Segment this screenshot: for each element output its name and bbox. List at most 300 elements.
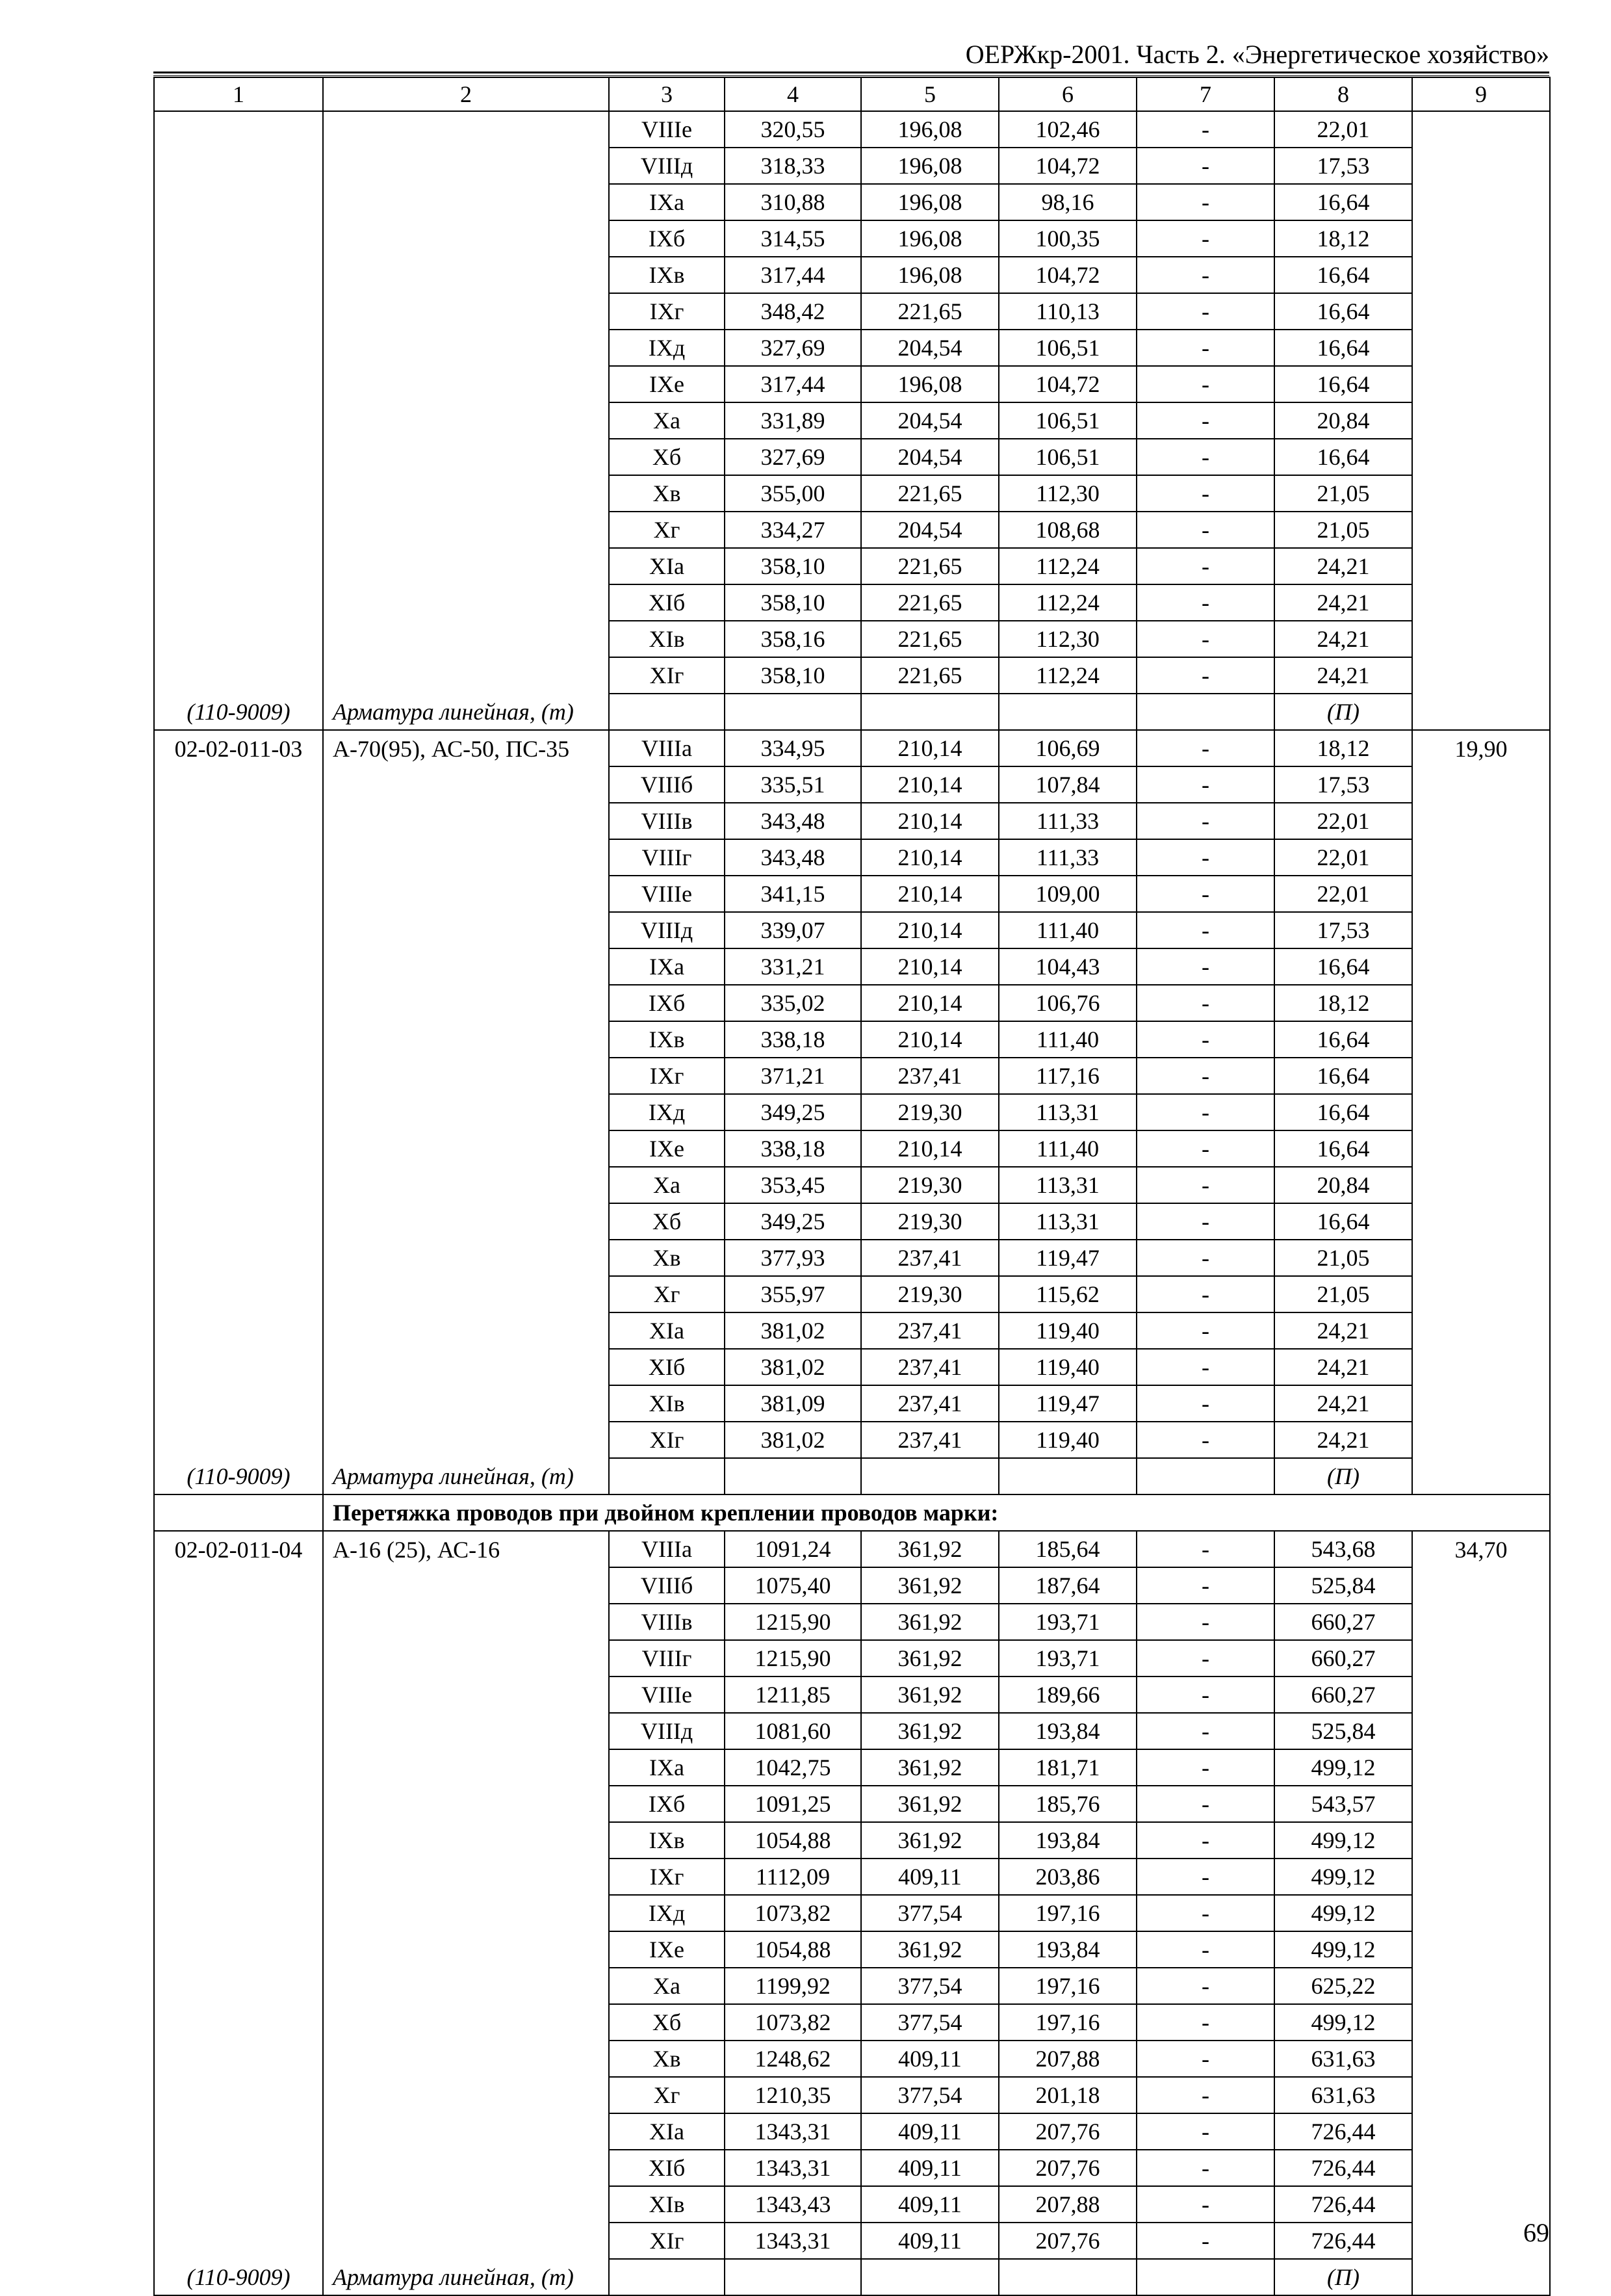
- table-cell: Xб: [609, 1203, 725, 1240]
- table-cell: 112,24: [999, 548, 1137, 584]
- table-cell: XIа: [609, 2113, 725, 2150]
- table-cell: 314,55: [725, 220, 861, 257]
- table-cell: -: [1137, 1058, 1274, 1094]
- rate-code: [154, 2186, 323, 2223]
- table-cell: IXв: [609, 257, 725, 293]
- rate-code: [154, 148, 323, 184]
- table-cell: -: [1137, 1567, 1274, 1604]
- table-cell: 24,21: [1274, 1422, 1412, 1458]
- table-cell: 196,08: [861, 184, 999, 220]
- table-cell: -: [1137, 2041, 1274, 2077]
- rate-name: [323, 839, 609, 876]
- table-cell: 1343,31: [725, 2150, 861, 2186]
- table-cell: -: [1137, 766, 1274, 803]
- table-cell: IXе: [609, 366, 725, 402]
- table-cell: VIIIд: [609, 912, 725, 948]
- empty-cell: [609, 2259, 725, 2295]
- rate-col9: [1412, 330, 1550, 366]
- rate-col9: [1412, 1349, 1550, 1385]
- table-cell: 499,12: [1274, 2004, 1412, 2041]
- rate-name: [323, 148, 609, 184]
- rate-name: [323, 1859, 609, 1895]
- table-cell: IXд: [609, 330, 725, 366]
- table-cell: 104,72: [999, 257, 1137, 293]
- table-cell: 201,18: [999, 2077, 1137, 2113]
- rate-code: [154, 1422, 323, 1458]
- table-cell: 335,02: [725, 985, 861, 1021]
- table-cell: VIIIг: [609, 1640, 725, 1676]
- table-cell: 106,51: [999, 402, 1137, 439]
- table-cell: VIIIе: [609, 111, 725, 148]
- table-row: [154, 657, 1550, 694]
- table-cell: 210,14: [861, 839, 999, 876]
- rate-name: [323, 512, 609, 548]
- table-cell: VIIIд: [609, 148, 725, 184]
- table-cell: 237,41: [861, 1312, 999, 1349]
- rate-col9: [1412, 1422, 1550, 1458]
- table-cell: 210,14: [861, 766, 999, 803]
- table-cell: 111,40: [999, 912, 1137, 948]
- table-cell: 361,92: [861, 1676, 999, 1713]
- table-cell: 221,65: [861, 475, 999, 512]
- rate-code: [154, 2041, 323, 2077]
- table-cell: VIIIе: [609, 876, 725, 912]
- table-cell: 409,11: [861, 2186, 999, 2223]
- rate-col9: [1412, 839, 1550, 876]
- table-row: [154, 1531, 1550, 1567]
- rate-col9: [1412, 1749, 1550, 1786]
- table-cell: 221,65: [861, 548, 999, 584]
- rate-code: [154, 1749, 323, 1786]
- table-cell: 112,30: [999, 621, 1137, 657]
- table-row: [154, 1895, 1550, 1931]
- rate-name: [323, 1713, 609, 1749]
- table-cell: IXб: [609, 1786, 725, 1822]
- table-cell: 16,64: [1274, 293, 1412, 330]
- table-cell: 543,68: [1274, 1531, 1412, 1567]
- table-cell: 197,16: [999, 2004, 1137, 2041]
- table-cell: 24,21: [1274, 657, 1412, 694]
- table-cell: 1091,24: [725, 1531, 861, 1567]
- table-cell: 377,54: [861, 2004, 999, 2041]
- table-cell: 358,10: [725, 548, 861, 584]
- table-cell: 119,40: [999, 1312, 1137, 1349]
- table-cell: XIг: [609, 657, 725, 694]
- rate-name: [323, 402, 609, 439]
- rate-col9: [1412, 985, 1550, 1021]
- table-cell: 16,64: [1274, 257, 1412, 293]
- empty-cell: [1137, 694, 1274, 730]
- table-cell: -: [1137, 1312, 1274, 1349]
- table-cell: -: [1137, 439, 1274, 475]
- table-cell: VIIIа: [609, 730, 725, 766]
- table-cell: 1343,31: [725, 2113, 861, 2150]
- table-row: [154, 839, 1550, 876]
- rate-name: [323, 1203, 609, 1240]
- rate-name: [323, 2186, 609, 2223]
- rate-name: [323, 1094, 609, 1130]
- empty-cell: [1412, 694, 1550, 730]
- rate-code: [154, 330, 323, 366]
- rate-col9: [1412, 220, 1550, 257]
- table-cell: 106,76: [999, 985, 1137, 1021]
- table-cell: 334,95: [725, 730, 861, 766]
- table-cell: 104,43: [999, 948, 1137, 985]
- rate-name: [323, 2041, 609, 2077]
- table-cell: -: [1137, 111, 1274, 148]
- table-cell: XIб: [609, 1349, 725, 1385]
- table-row: [154, 402, 1550, 439]
- table-cell: 317,44: [725, 366, 861, 402]
- table-cell: 185,76: [999, 1786, 1137, 1822]
- table-cell: -: [1137, 475, 1274, 512]
- table-row: [154, 439, 1550, 475]
- table-cell: 210,14: [861, 730, 999, 766]
- table-cell: 1211,85: [725, 1676, 861, 1713]
- rate-col9: [1412, 366, 1550, 402]
- column-number: 2: [323, 77, 609, 111]
- table-cell: 338,18: [725, 1021, 861, 1058]
- column-number: 1: [154, 77, 323, 111]
- table-cell: XIв: [609, 1385, 725, 1422]
- table-row: [154, 330, 1550, 366]
- table-cell: 221,65: [861, 621, 999, 657]
- rate-name: [323, 1422, 609, 1458]
- rate-col9: [1412, 512, 1550, 548]
- rate-name: [323, 876, 609, 912]
- rate-name: [323, 111, 609, 148]
- rate-name: [323, 1058, 609, 1094]
- table-cell: -: [1137, 1240, 1274, 1276]
- table-cell: Xб: [609, 439, 725, 475]
- rate-col9: [1412, 1822, 1550, 1859]
- table-cell: -: [1137, 1604, 1274, 1640]
- table-cell: IXб: [609, 220, 725, 257]
- table-cell: 320,55: [725, 111, 861, 148]
- rate-name: [323, 293, 609, 330]
- rate-col9: [1412, 657, 1550, 694]
- rate-col9: [1412, 1713, 1550, 1749]
- rate-name: [323, 1240, 609, 1276]
- table-cell: 204,54: [861, 402, 999, 439]
- rate-col9: [1412, 1203, 1550, 1240]
- table-cell: 339,07: [725, 912, 861, 948]
- rate-col9: [1412, 475, 1550, 512]
- table-cell: VIIIв: [609, 803, 725, 839]
- table-cell: IXе: [609, 1931, 725, 1968]
- rate-code: [154, 1968, 323, 2004]
- rate-col9: [1412, 912, 1550, 948]
- table-row: [154, 1203, 1550, 1240]
- table-cell: 210,14: [861, 1021, 999, 1058]
- table-cell: 377,54: [861, 1895, 999, 1931]
- table-cell: 197,16: [999, 1895, 1137, 1931]
- table-cell: 106,69: [999, 730, 1137, 766]
- table-cell: 24,21: [1274, 1385, 1412, 1422]
- rate-code: [154, 2077, 323, 2113]
- table-cell: 361,92: [861, 1604, 999, 1640]
- rate-col9: [1412, 2041, 1550, 2077]
- table-row: [154, 912, 1550, 948]
- rate-name: [323, 2150, 609, 2186]
- rate-code: [154, 1676, 323, 1713]
- table-row: [154, 1640, 1550, 1676]
- table-cell: 726,44: [1274, 2186, 1412, 2223]
- rate-code: [154, 1931, 323, 1968]
- table-cell: 381,02: [725, 1312, 861, 1349]
- table-cell: IXа: [609, 1749, 725, 1786]
- rate-code: [154, 1349, 323, 1385]
- table-cell: 100,35: [999, 220, 1137, 257]
- table-cell: 237,41: [861, 1349, 999, 1385]
- table-cell: 16,64: [1274, 1094, 1412, 1130]
- rates-table-body: [154, 77, 1550, 2295]
- rate-col9: [1412, 148, 1550, 184]
- table-cell: 204,54: [861, 330, 999, 366]
- table-cell: 361,92: [861, 1822, 999, 1859]
- rate-code: [154, 402, 323, 439]
- table-cell: 196,08: [861, 220, 999, 257]
- table-cell: 193,71: [999, 1640, 1137, 1676]
- table-cell: 343,48: [725, 803, 861, 839]
- rate-name: [323, 1822, 609, 1859]
- table-cell: 113,31: [999, 1203, 1137, 1240]
- table-row: [154, 1312, 1550, 1349]
- table-cell: 1215,90: [725, 1604, 861, 1640]
- rate-code: [154, 985, 323, 1021]
- table-cell: 104,72: [999, 366, 1137, 402]
- table-row: [154, 1968, 1550, 2004]
- rate-code: [154, 1822, 323, 1859]
- rate-name: [323, 1968, 609, 2004]
- table-row: [154, 1276, 1550, 1312]
- resource-code: (110-9009): [154, 2259, 323, 2295]
- table-cell: 361,92: [861, 1786, 999, 1822]
- table-cell: 625,22: [1274, 1968, 1412, 2004]
- table-row: [154, 1604, 1550, 1640]
- table-cell: 353,45: [725, 1167, 861, 1203]
- table-cell: 525,84: [1274, 1567, 1412, 1604]
- rate-name: [323, 475, 609, 512]
- table-cell: 181,71: [999, 1749, 1137, 1786]
- table-cell: -: [1137, 148, 1274, 184]
- table-cell: Xг: [609, 2077, 725, 2113]
- rate-name: [323, 2113, 609, 2150]
- table-cell: 119,47: [999, 1240, 1137, 1276]
- rate-code: [154, 1640, 323, 1676]
- table-cell: IXе: [609, 1130, 725, 1167]
- rate-code: [154, 184, 323, 220]
- table-cell: -: [1137, 1021, 1274, 1058]
- rate-name: [323, 2223, 609, 2259]
- table-row: [154, 184, 1550, 220]
- rate-col9: [1412, 1276, 1550, 1312]
- table-cell: 631,63: [1274, 2077, 1412, 2113]
- rate-code: [154, 2150, 323, 2186]
- table-cell: 219,30: [861, 1276, 999, 1312]
- rate-name: [323, 184, 609, 220]
- table-cell: VIIIг: [609, 839, 725, 876]
- rate-name: А-16 (25), АС-16: [323, 1531, 609, 1567]
- table-cell: -: [1137, 2186, 1274, 2223]
- rate-col9: [1412, 2004, 1550, 2041]
- table-cell: 207,88: [999, 2186, 1137, 2223]
- table-row: [154, 293, 1550, 330]
- column-numbers-row: [154, 77, 1550, 111]
- table-cell: 1081,60: [725, 1713, 861, 1749]
- table-cell: 210,14: [861, 876, 999, 912]
- table-row: [154, 730, 1550, 766]
- table-cell: 361,92: [861, 1567, 999, 1604]
- rate-name: [323, 548, 609, 584]
- rate-code: [154, 803, 323, 839]
- rate-name: [323, 220, 609, 257]
- table-cell: 499,12: [1274, 1931, 1412, 1968]
- page-number: 69: [1523, 2218, 1549, 2247]
- table-cell: 377,93: [725, 1240, 861, 1276]
- table-cell: -: [1137, 803, 1274, 839]
- rate-col9: [1412, 948, 1550, 985]
- rate-name: [323, 2004, 609, 2041]
- table-cell: 210,14: [861, 1130, 999, 1167]
- table-cell: 18,12: [1274, 985, 1412, 1021]
- table-cell: 1248,62: [725, 2041, 861, 2077]
- table-cell: 193,84: [999, 1931, 1137, 1968]
- rates-table: [153, 77, 1551, 2296]
- table-cell: XIб: [609, 2150, 725, 2186]
- rate-code: [154, 2004, 323, 2041]
- empty-cell: [861, 1458, 999, 1494]
- rate-col9: [1412, 621, 1550, 657]
- table-cell: 207,88: [999, 2041, 1137, 2077]
- table-cell: 113,31: [999, 1094, 1137, 1130]
- table-cell: XIг: [609, 1422, 725, 1458]
- table-cell: 109,00: [999, 876, 1137, 912]
- table-row: [154, 2223, 1550, 2259]
- rate-name: [323, 1167, 609, 1203]
- table-cell: 237,41: [861, 1240, 999, 1276]
- rate-code: [154, 1312, 323, 1349]
- rate-code: [154, 1713, 323, 1749]
- rate-name: [323, 985, 609, 1021]
- rate-code: [154, 1786, 323, 1822]
- rate-col9: [1412, 402, 1550, 439]
- table-cell: 219,30: [861, 1094, 999, 1130]
- table-cell: VIIIб: [609, 766, 725, 803]
- rate-code: [154, 948, 323, 985]
- table-cell: 21,05: [1274, 1276, 1412, 1312]
- rate-col9: [1412, 876, 1550, 912]
- table-cell: 355,00: [725, 475, 861, 512]
- column-number: 4: [725, 77, 861, 111]
- table-cell: 1073,82: [725, 1895, 861, 1931]
- table-cell: -: [1137, 548, 1274, 584]
- rate-code: [154, 766, 323, 803]
- table-cell: 381,09: [725, 1385, 861, 1422]
- table-cell: 334,27: [725, 512, 861, 548]
- table-cell: IXг: [609, 1859, 725, 1895]
- rate-col9: [1412, 2113, 1550, 2150]
- table-cell: XIа: [609, 548, 725, 584]
- rate-name: [323, 439, 609, 475]
- table-cell: 16,64: [1274, 366, 1412, 402]
- rate-name: [323, 584, 609, 621]
- table-cell: 108,68: [999, 512, 1137, 548]
- resource-mark: (П): [1274, 1458, 1412, 1494]
- rate-name: [323, 657, 609, 694]
- table-cell: 17,53: [1274, 148, 1412, 184]
- table-cell: Xа: [609, 402, 725, 439]
- table-cell: 20,84: [1274, 1167, 1412, 1203]
- table-cell: 525,84: [1274, 1713, 1412, 1749]
- rate-col9: [1412, 439, 1550, 475]
- table-cell: -: [1137, 839, 1274, 876]
- rate-col9: [1412, 548, 1550, 584]
- table-cell: 1054,88: [725, 1931, 861, 1968]
- rate-code: [154, 1058, 323, 1094]
- table-cell: 1343,31: [725, 2223, 861, 2259]
- table-cell: 111,40: [999, 1021, 1137, 1058]
- table-cell: 193,84: [999, 1713, 1137, 1749]
- rate-col9: [1412, 766, 1550, 803]
- resource-name: Арматура линейная, (т): [323, 2259, 609, 2295]
- rate-name: [323, 1931, 609, 1968]
- table-cell: 219,30: [861, 1167, 999, 1203]
- table-row: [154, 2113, 1550, 2150]
- table-cell: -: [1137, 1167, 1274, 1203]
- resource-code: (110-9009): [154, 694, 323, 730]
- column-number: 3: [609, 77, 725, 111]
- table-cell: 98,16: [999, 184, 1137, 220]
- table-cell: 113,31: [999, 1167, 1137, 1203]
- table-cell: -: [1137, 876, 1274, 912]
- table-cell: 16,64: [1274, 439, 1412, 475]
- table-cell: 409,11: [861, 2113, 999, 2150]
- table-row: [154, 803, 1550, 839]
- table-row: [154, 1422, 1550, 1458]
- table-cell: 16,64: [1274, 1203, 1412, 1240]
- table-cell: 1042,75: [725, 1749, 861, 1786]
- resource-row: [154, 2259, 1550, 2295]
- table-cell: 189,66: [999, 1676, 1137, 1713]
- table-cell: 24,21: [1274, 621, 1412, 657]
- table-cell: 371,21: [725, 1058, 861, 1094]
- rate-col9: [1412, 184, 1550, 220]
- table-cell: 219,30: [861, 1203, 999, 1240]
- rate-code: 02-02-011-03: [154, 730, 323, 766]
- table-cell: 24,21: [1274, 584, 1412, 621]
- rate-code: [154, 1567, 323, 1604]
- rate-code: [154, 1859, 323, 1895]
- table-cell: 17,53: [1274, 912, 1412, 948]
- table-cell: 409,11: [861, 2041, 999, 2077]
- rate-code: [154, 2223, 323, 2259]
- table-row: [154, 548, 1550, 584]
- table-cell: 409,11: [861, 2150, 999, 2186]
- table-cell: -: [1137, 1531, 1274, 1567]
- rate-code: [154, 512, 323, 548]
- table-cell: IXб: [609, 985, 725, 1021]
- table-cell: 409,11: [861, 2223, 999, 2259]
- table-cell: 21,05: [1274, 512, 1412, 548]
- table-cell: 331,89: [725, 402, 861, 439]
- table-cell: 499,12: [1274, 1749, 1412, 1786]
- header-rule: [153, 72, 1549, 73]
- table-cell: -: [1137, 584, 1274, 621]
- rate-name: [323, 330, 609, 366]
- table-cell: -: [1137, 1713, 1274, 1749]
- table-cell: 381,02: [725, 1349, 861, 1385]
